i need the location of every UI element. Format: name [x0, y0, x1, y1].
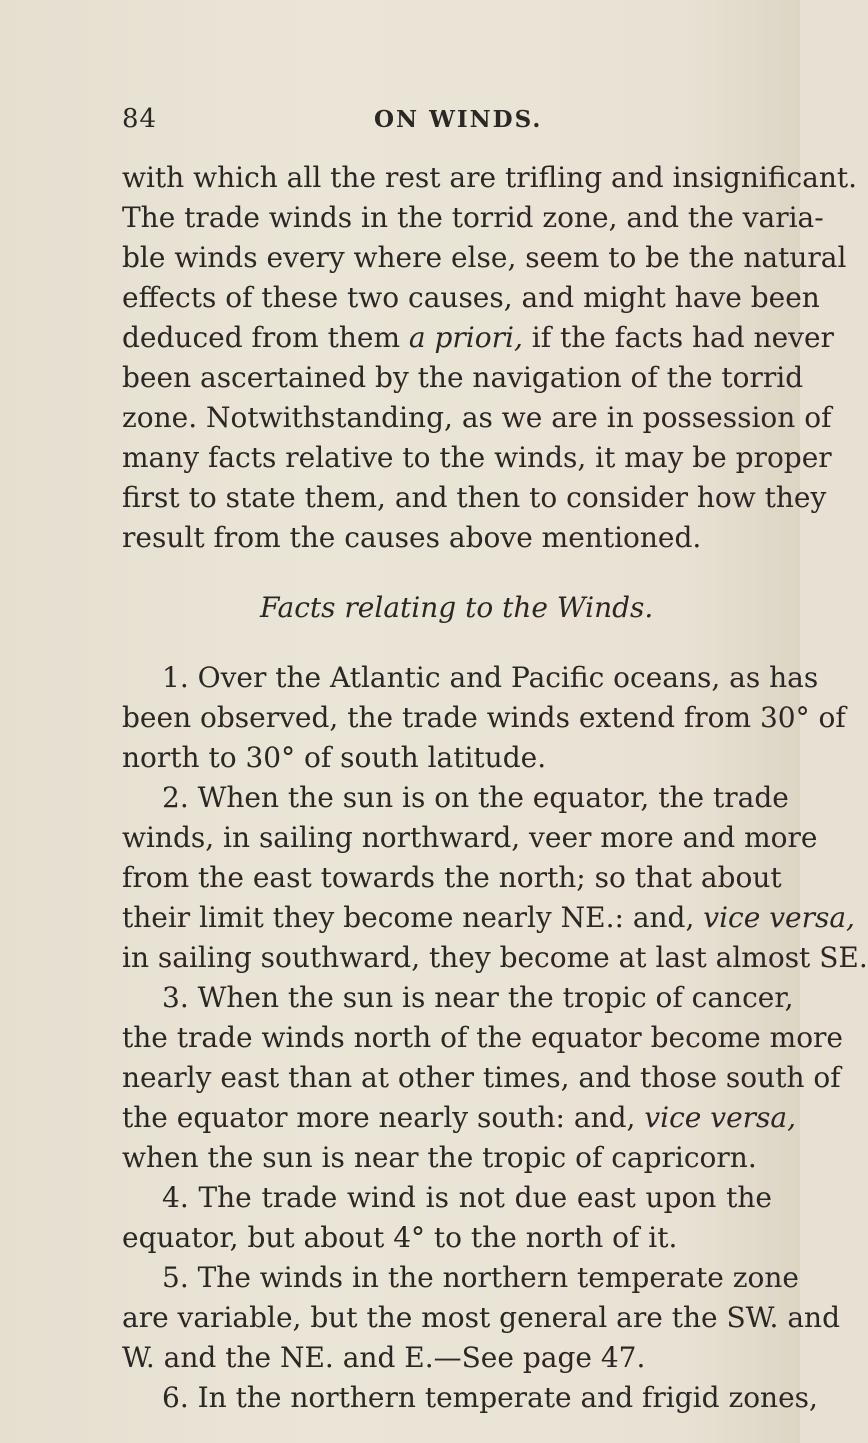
page-number: 84 [122, 104, 158, 134]
italic-span: vice versa, [703, 901, 855, 934]
text-line: 3. When the sun is near the tropic of cancer, [162, 981, 794, 1014]
text-line: been ascertained by the navigation of the torrid [122, 361, 804, 394]
text-line: with which all the rest are trifling and insignificant. [122, 161, 858, 194]
italic-span: a priori, [408, 321, 523, 354]
text-line: W. and the NE. and E.—See page 47. [122, 1341, 646, 1374]
text-line: when the sun is near the tropic of capricorn. [122, 1141, 757, 1174]
text-line [122, 320, 834, 356]
text-line: in sailing southward, they become at last almost SE. [122, 941, 868, 974]
text-line: from the east towards the north; so that about [122, 861, 782, 894]
text-line: 2. When the sun is on the equator, the trade [162, 781, 789, 814]
text-line: 6. In the northern temperate and frigid zones, [162, 1381, 818, 1414]
text-line: zone. Notwithstanding, as we are in possession of [122, 401, 832, 434]
running-head: ON WINDS. [374, 106, 543, 133]
text-line: are variable, but the most general are the SW. and [122, 1301, 840, 1334]
section-heading: Facts relating to the Winds. [260, 591, 654, 624]
text-line: first to state them, and then to consider how they [122, 481, 827, 514]
text-line: the trade winds north of the equator become more [122, 1021, 843, 1054]
text-span: if the facts had never [522, 321, 834, 354]
page-header [0, 104, 800, 144]
text-line: 1. Over the Atlantic and Pacific oceans, as has [162, 661, 819, 694]
text-line: 4. The trade wind is not due east upon the [162, 1181, 772, 1214]
text-line: effects of these two causes, and might have been [122, 281, 820, 314]
text-line: 5. The winds in the northern temperate zone [162, 1261, 799, 1294]
text-span: their limit they become nearly NE.: and, [122, 901, 704, 934]
text-line: nearly east than at other times, and those south of [122, 1061, 841, 1094]
text-line: winds, in sailing northward, veer more and more [122, 821, 818, 854]
text-line [122, 1100, 796, 1136]
text-line: The trade winds in the torrid zone, and the varia- [122, 201, 824, 234]
text-line: ble winds every where else, seem to be the natural [122, 241, 847, 274]
text-span: deduced from them [122, 321, 409, 354]
text-line: equator, but about 4° to the north of it. [122, 1221, 678, 1254]
text-span: the equator more nearly south: and, [122, 1101, 645, 1134]
text-line: many facts relative to the winds, it may be proper [122, 441, 832, 474]
text-line: result from the causes above mentioned. [122, 521, 702, 554]
text-line [122, 900, 855, 936]
italic-span: vice versa, [644, 1101, 796, 1134]
text-line: been observed, the trade winds extend from 30° of [122, 701, 846, 734]
text-line: north to 30° of south latitude. [122, 741, 547, 774]
